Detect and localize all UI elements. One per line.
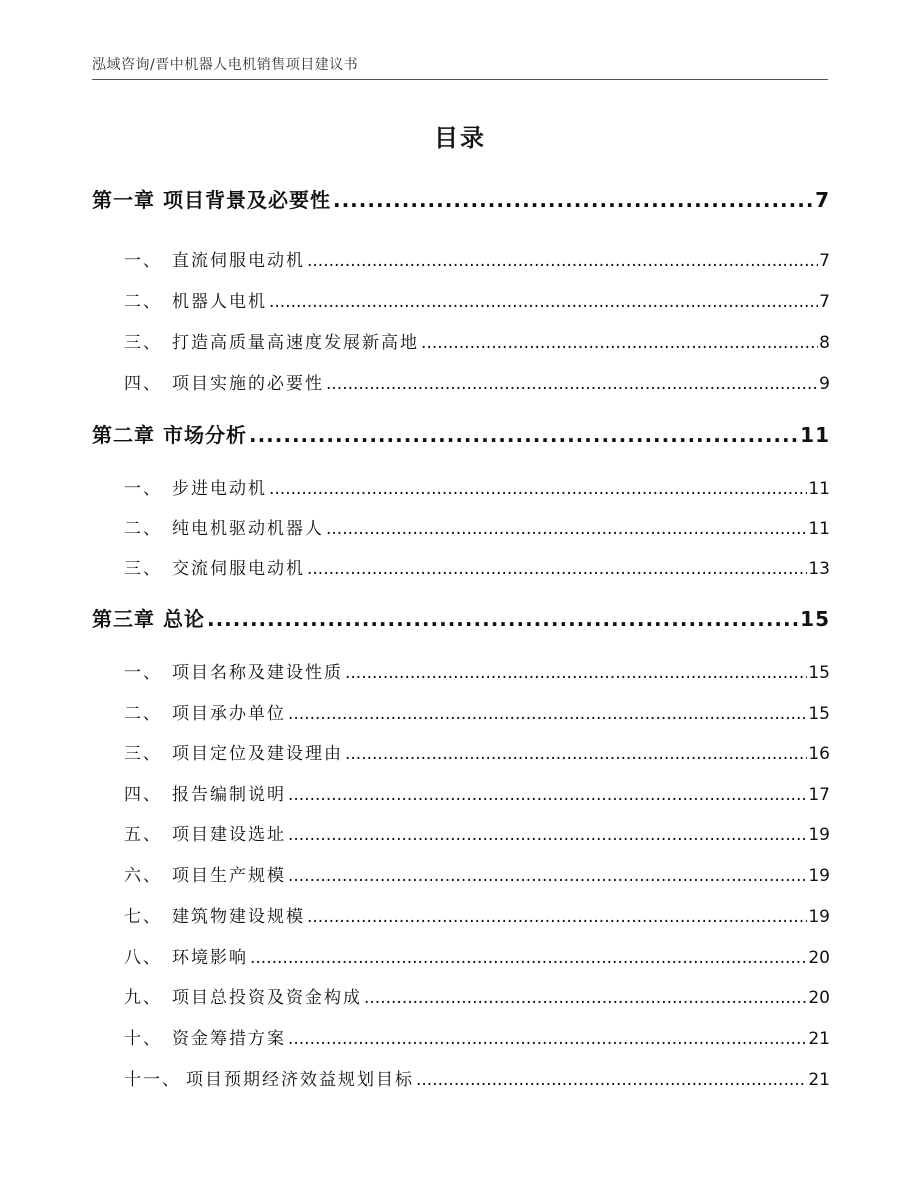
toc-page-number: 11 — [800, 423, 830, 447]
toc-page-number: 19 — [808, 907, 830, 927]
toc-section-number: 十、 — [124, 1029, 162, 1049]
toc-chapter-1[interactable] — [92, 184, 830, 213]
toc-section-title: 环境影响 — [172, 948, 248, 968]
dot-leader — [288, 1029, 807, 1049]
toc-section[interactable] — [92, 902, 830, 927]
toc-section-number: 三、 — [124, 559, 162, 579]
toc-page-number: 20 — [808, 948, 830, 968]
toc-section-title: 项目生产规模 — [172, 866, 286, 886]
dot-leader — [364, 988, 807, 1008]
dot-leader — [333, 188, 814, 212]
dot-leader — [250, 948, 807, 968]
toc-section-title: 纯电机驱动机器人 — [172, 519, 324, 539]
toc-section-number: 一、 — [124, 479, 162, 499]
toc-chapter-label: 第三章 总论 — [92, 607, 205, 631]
dot-leader — [288, 866, 807, 886]
toc-section-title: 步进电动机 — [172, 479, 267, 499]
toc-section-title: 打造高质量高速度发展新高地 — [172, 333, 419, 353]
dot-leader — [326, 374, 818, 394]
toc-section[interactable] — [92, 246, 830, 271]
toc-section[interactable] — [92, 328, 830, 353]
toc-section[interactable] — [92, 1065, 830, 1090]
toc-section-number: 三、 — [124, 333, 162, 353]
toc-section-title: 项目名称及建设性质 — [172, 663, 343, 683]
toc-section-title: 资金筹措方案 — [172, 1029, 286, 1049]
toc-section-title: 机器人电机 — [172, 292, 267, 312]
dot-leader — [288, 704, 807, 724]
toc-section-number: 六、 — [124, 866, 162, 886]
toc-section-number: 八、 — [124, 948, 162, 968]
toc-section-number: 二、 — [124, 292, 162, 312]
dot-leader — [288, 825, 807, 845]
header-rule — [92, 79, 828, 80]
toc-section[interactable] — [92, 983, 830, 1008]
toc-section-number: 九、 — [124, 988, 162, 1008]
toc-page-number: 15 — [800, 607, 830, 631]
toc-page-number: 11 — [808, 479, 830, 499]
toc-chapter-2[interactable] — [92, 419, 830, 448]
toc-page-number: 19 — [808, 825, 830, 845]
toc-chapter-label: 第二章 市场分析 — [92, 423, 247, 447]
toc-section-title: 交流伺服电动机 — [172, 559, 305, 579]
toc-section-number: 四、 — [124, 374, 162, 394]
toc-section-number: 十一、 — [124, 1070, 181, 1090]
toc-page-number: 9 — [819, 374, 830, 394]
toc-section[interactable] — [92, 287, 830, 312]
dot-leader — [269, 292, 818, 312]
dot-leader — [416, 1070, 807, 1090]
toc-section-title: 项目定位及建设理由 — [172, 744, 343, 764]
dot-leader — [207, 607, 799, 631]
dot-leader — [326, 519, 807, 539]
toc-chapter-label: 第一章 项目背景及必要性 — [92, 188, 331, 212]
toc-page-number: 13 — [808, 559, 830, 579]
toc-section[interactable] — [92, 514, 830, 539]
toc-section-title: 直流伺服电动机 — [172, 251, 305, 271]
toc-section-number: 一、 — [124, 251, 162, 271]
toc-page-number: 16 — [808, 744, 830, 764]
dot-leader — [307, 907, 807, 927]
dot-leader — [269, 479, 807, 499]
toc-page-number: 15 — [808, 663, 830, 683]
dot-leader — [421, 333, 818, 353]
toc-section-number: 二、 — [124, 704, 162, 724]
toc-section[interactable] — [92, 780, 830, 805]
toc-section-title: 项目实施的必要性 — [172, 374, 324, 394]
toc-section[interactable] — [92, 554, 830, 579]
toc-section[interactable] — [92, 943, 830, 968]
toc-section-number: 五、 — [124, 825, 162, 845]
dot-leader — [249, 423, 799, 447]
toc-section-number: 二、 — [124, 519, 162, 539]
toc-page-number: 8 — [819, 333, 830, 353]
dot-leader — [307, 251, 818, 271]
toc-chapter-3[interactable] — [92, 603, 830, 632]
toc-section-number: 一、 — [124, 663, 162, 683]
toc-section-title: 建筑物建设规模 — [172, 907, 305, 927]
dot-leader — [288, 785, 807, 805]
toc-section-number: 七、 — [124, 907, 162, 927]
toc-section-title: 项目总投资及资金构成 — [172, 988, 362, 1008]
toc-section-title: 项目承办单位 — [172, 704, 286, 724]
toc-section[interactable] — [92, 474, 830, 499]
toc-page-number: 7 — [815, 188, 830, 212]
toc-section[interactable] — [92, 369, 830, 394]
toc-section-title: 报告编制说明 — [172, 785, 286, 805]
dot-leader — [345, 744, 807, 764]
running-header: 泓域咨询/晋中机器人电机销售项目建议书 — [92, 57, 359, 73]
dot-leader — [345, 663, 807, 683]
toc-page-number: 17 — [808, 785, 830, 805]
toc-section-number: 四、 — [124, 785, 162, 805]
dot-leader — [307, 559, 807, 579]
toc-page-number: 19 — [808, 866, 830, 886]
toc-section[interactable] — [92, 699, 830, 724]
toc-section[interactable] — [92, 1024, 830, 1049]
toc-page-number: 7 — [819, 251, 830, 271]
toc-section[interactable] — [92, 658, 830, 683]
toc-section[interactable] — [92, 861, 830, 886]
toc-page-number: 7 — [819, 292, 830, 312]
toc-section-number: 三、 — [124, 744, 162, 764]
toc-page-number: 20 — [808, 988, 830, 1008]
toc-page-number: 21 — [808, 1070, 830, 1090]
toc-section-title: 项目预期经济效益规划目标 — [186, 1070, 414, 1090]
toc-section[interactable] — [92, 739, 830, 764]
toc-page-number: 21 — [808, 1029, 830, 1049]
toc-page-number: 11 — [808, 519, 830, 539]
toc-page-number: 15 — [808, 704, 830, 724]
toc-section-title: 项目建设选址 — [172, 825, 286, 845]
toc-section[interactable] — [92, 820, 830, 845]
toc-title: 目录 — [434, 124, 486, 152]
